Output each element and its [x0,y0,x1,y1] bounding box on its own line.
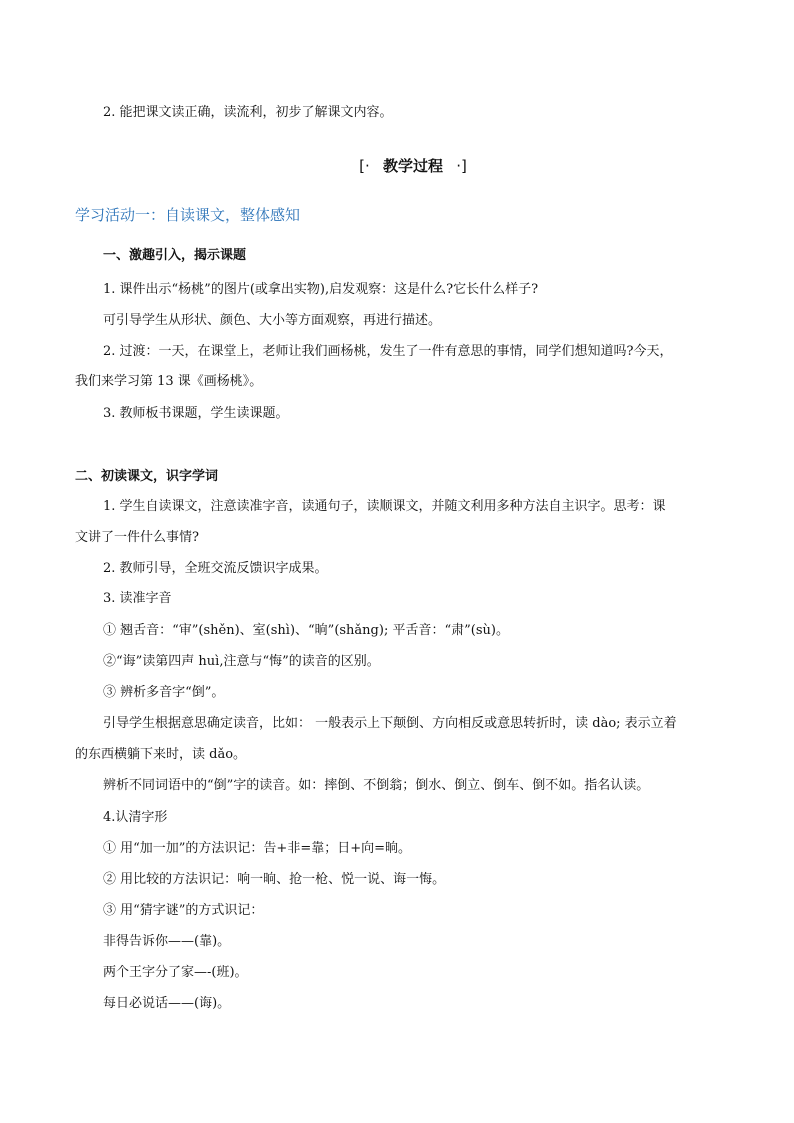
part-1-paragraph-3-line-1: 2. 过渡：一天，在课堂上，老师让我们画杨桃，发生了一件有意思的事情，同学们想知道吗?今天， [103,344,673,359]
pronunciation-item-1: ① 翘舌音：“审”(shěn)、室(shì)、“晌”(shǎng); 平舌音：“肃”(sù)。 [103,623,509,638]
part-2-paragraph-1-line-1: 1. 学生自读课文，注意读准字音，读通句子，读顺课文，并随文利用多种方法自主识字。思考：课 [103,499,666,514]
part-2-paragraph-1-line-2: 文讲了一件什么事情? [75,530,199,545]
pronunciation-note-line-1: 引导学生根据意思确定读音，比如： 一般表示上下颠倒、方向相反或意思转折时，读 dào; 表示立着 [103,716,677,731]
pronunciation-item-2: ②“诲”读第四声 huì,注意与“悔”的读音的区别。 [103,654,380,669]
part-1-paragraph-3-line-2: 我们来学习第 13 课《画杨桃》。 [75,374,263,389]
part-2-paragraph-2: 2. 教师引导，全班交流反馈识字成果。 [103,561,328,576]
objective-2: 2. 能把课文读正确，读流利，初步了解课文内容。 [103,105,393,120]
pronunciation-item-3: ③ 辨析多音字“倒”。 [103,685,225,700]
part-2-paragraph-4: 4.认清字形 [103,810,168,825]
pronunciation-note-2: 辨析不同词语中的“倒”字的读音。如：摔倒、不倒翁；倒水、倒立、倒车、倒不如。指名认读。 [103,778,650,793]
part-1-paragraph-1: 1. 课件出示“杨桃”的图片(或拿出实物),启发观察：这是什么?它长什么样子? [103,282,539,297]
part-1-paragraph-2: 可引导学生从形状、颜色、大小等方面观察，再进行描述。 [103,313,442,328]
riddle-2: 两个王字分了家—-(班)。 [103,965,248,980]
character-item-1: ① 用“加一加”的方法识记：告+非=靠；日+向=晌。 [103,841,411,856]
part-1-heading: 一、激趣引入，揭示课题 [103,248,247,263]
character-item-3: ③ 用“猜字谜”的方式识记： [103,903,264,918]
bracket-right: ·] [456,157,467,175]
part-1-paragraph-4: 3. 教师板书课题，学生读课题。 [103,406,289,421]
section-header [0,155,794,176]
part-2-heading: 二、初读课文，识字学词 [75,469,219,484]
bracket-left: [· [359,157,370,175]
part-2-paragraph-3: 3. 读准字音 [103,591,172,606]
section-header-text: 教学过程 [382,157,443,175]
riddle-3: 每日必说话——(诲)。 [103,996,231,1011]
activity-1-title: 学习活动一：自读课文，整体感知 [75,206,301,224]
pronunciation-note-line-2: 的东西横躺下来时，读 dǎo。 [75,747,247,762]
riddle-1: 非得告诉你——(靠)。 [103,934,231,949]
character-item-2: ② 用比较的方法识记：响一晌、抢一枪、悦一说、诲一悔。 [103,872,446,887]
